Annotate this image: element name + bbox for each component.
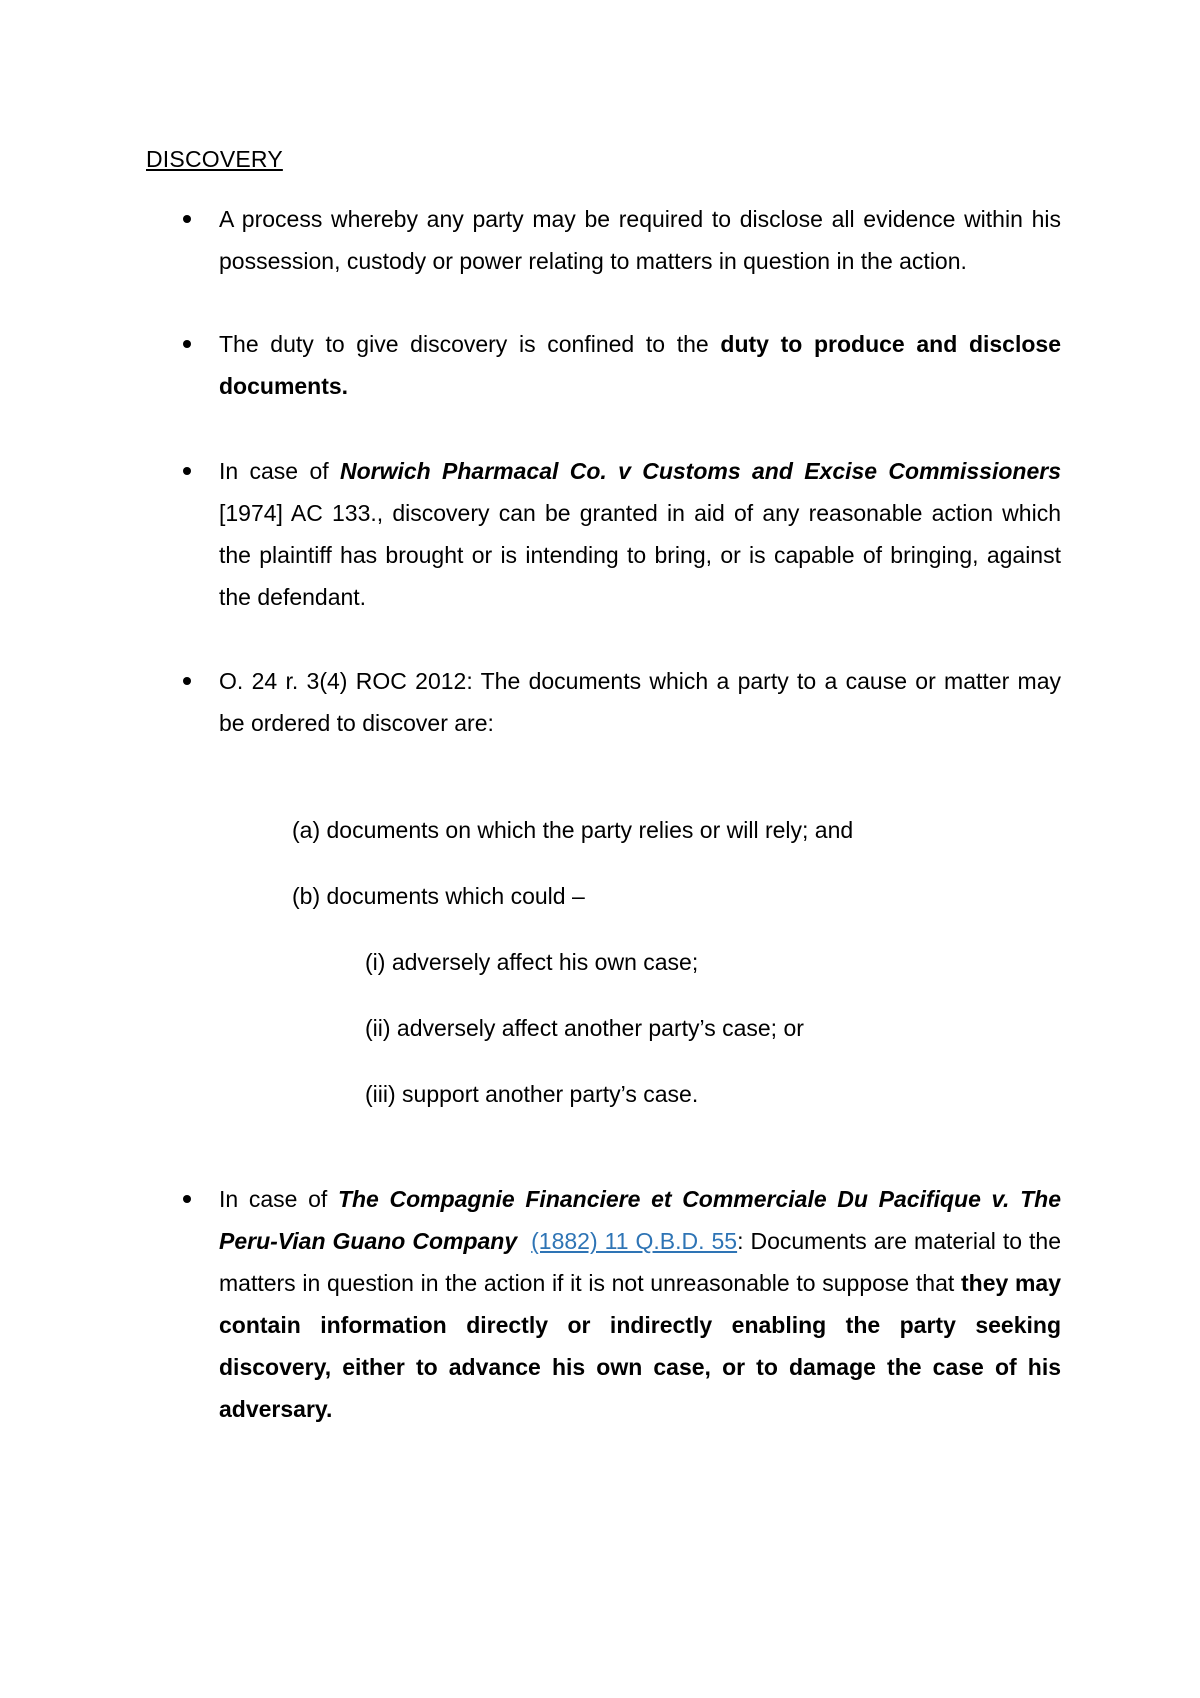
bullet-text-plain: [1974] AC 133., discovery can be granted in aid of any reasonable action which the plaintiff has brought or is intending to bring, or is capable of bringing, against the defendant. — [219, 500, 1061, 610]
bullet-icon — [183, 467, 191, 475]
page-title: DISCOVERY — [146, 146, 283, 172]
bullet-text-plain: : Documents are material to the matters in question in the action if it is not unreasonable to suppose that — [219, 1228, 1061, 1296]
bullet-text-plain: In case of — [219, 1186, 338, 1212]
bullet-text: A process whereby any party may be required to disclose all evidence within his possession, custody or power relating to matters in question in the action. — [219, 206, 1061, 274]
citation-link[interactable]: (1882) 11 Q.B.D. 55 — [531, 1228, 738, 1254]
spacer — [517, 1228, 531, 1254]
bullet-icon — [183, 340, 191, 348]
case-name: Norwich Pharmacal Co. v Customs and Excise Commissioners — [339, 458, 1061, 484]
case-name: The Compagnie Financiere et Commerciale Du Pacifique v. The Peru-Vian Guano Company — [219, 1186, 1061, 1254]
bullet-text — [219, 1178, 1061, 1430]
sub-item-iii: (iii) support another party’s case. — [365, 1081, 699, 1107]
bullet-text-plain: In case of — [219, 458, 340, 484]
bullet-icon — [183, 677, 191, 685]
bullet-icon — [183, 215, 191, 223]
bullet-text — [219, 450, 1061, 618]
bullet-icon — [183, 1195, 191, 1203]
bullet-text-bold: they may contain information directly or indirectly enabling the party seeking discovery, either to advance his own case, or to damage the case of his adversary. — [219, 1270, 1062, 1422]
bullet-text-plain: The duty to give discovery is confined to the — [219, 331, 721, 357]
sub-item-i: (i) adversely affect his own case; — [365, 949, 699, 975]
sub-item-b: (b) documents which could – — [292, 883, 585, 909]
sub-item-ii: (ii) adversely affect another party’s case; or — [365, 1015, 804, 1041]
sub-item-a: (a) documents on which the party relies or will rely; and — [292, 817, 854, 843]
bullet-text-bold: duty to produce and disclose documents. — [219, 331, 1061, 399]
bullet-text: O. 24 r. 3(4) ROC 2012: The documents which a party to a cause or matter may be ordered to discover are: — [219, 668, 1061, 736]
bullet-text — [219, 323, 1061, 407]
